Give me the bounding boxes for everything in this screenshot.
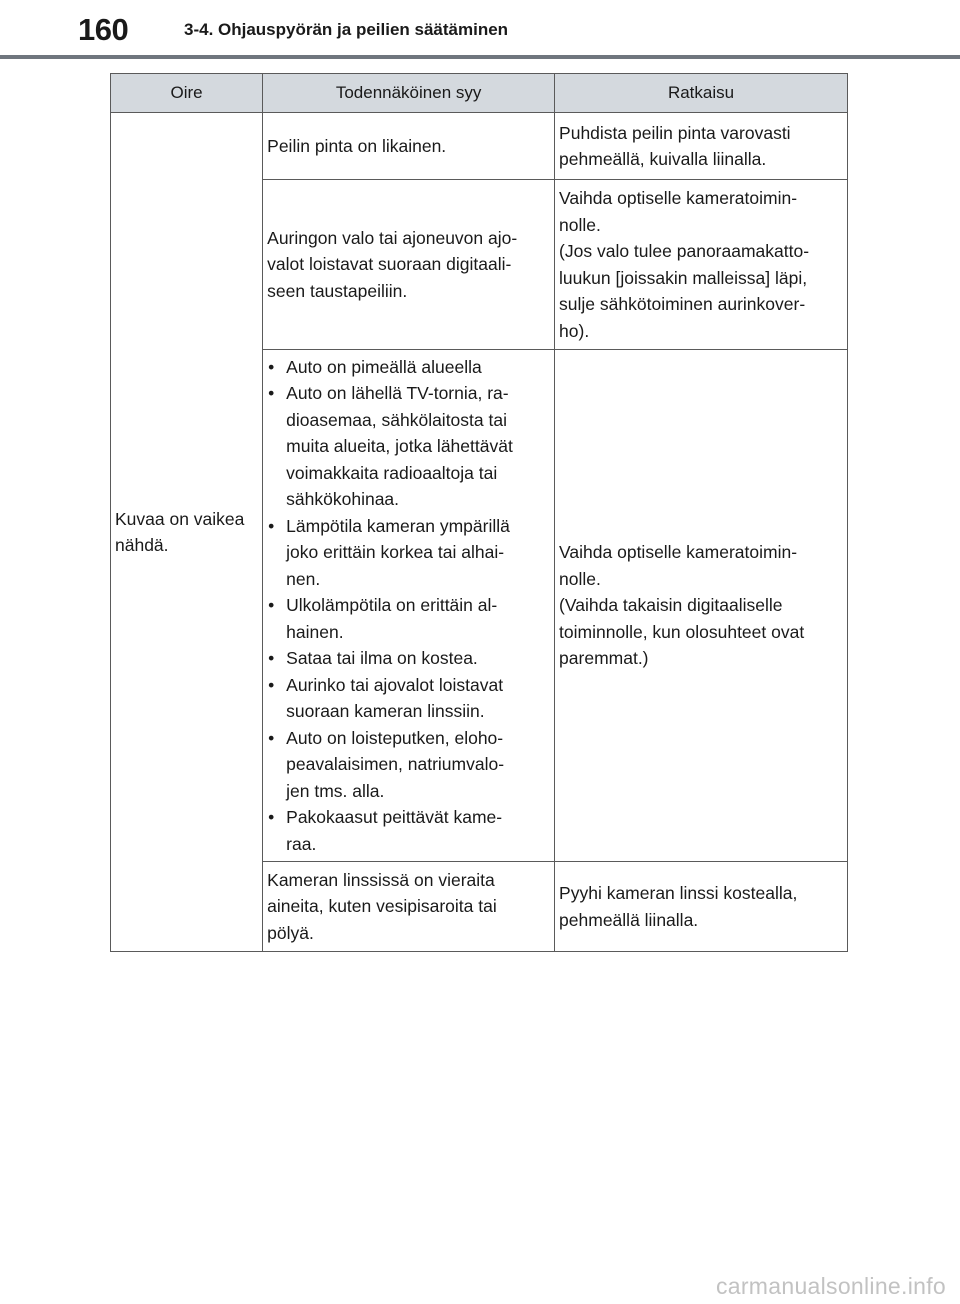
- list-item: • Auto on pimeällä alueella: [267, 354, 550, 381]
- solution-line: (Jos valo tulee panoraamakatto-: [559, 241, 810, 261]
- header-symptom: Oire: [111, 74, 263, 113]
- solution-line: Puhdista peilin pinta varovasti: [559, 122, 791, 143]
- solution-line: Pyyhi kameran linssi kostealla,: [559, 883, 798, 903]
- cause-line: seen taustapeiliin.: [267, 280, 408, 301]
- list-item: • Ulkolämpötila on erittäin al- hainen.: [267, 592, 550, 645]
- cause-cell: [263, 113, 555, 180]
- cause-line: Kameran linssissä on vieraita: [267, 869, 495, 890]
- solution-line: sulje sähkötoiminen aurinkover-: [559, 294, 806, 314]
- cause-line: valot loistavat suoraan digitaali-: [267, 254, 512, 275]
- solution-line: Vaihda optiselle kameratoimin-: [559, 542, 798, 563]
- cause-cell: [263, 180, 555, 350]
- symptom-line: Kuvaa on vaikea: [115, 508, 245, 529]
- solution-cell: [555, 113, 848, 180]
- solution-line: ho).: [559, 320, 590, 341]
- list-item: • Aurinko tai ajovalot loistavat suoraan kameran linssiin.: [267, 672, 550, 725]
- symptom-line: nähdä.: [115, 535, 169, 555]
- cause-line: Auringon valo tai ajoneuvon ajo-: [267, 227, 518, 248]
- list-item: • Auto on lähellä TV-tornia, ra- dioasemaa, sähkölaitosta tai muita alueita, jotka lähettävät voimakkaita radioaaltoja tai sähkökohinaa.: [267, 380, 550, 513]
- page-header: [0, 0, 960, 60]
- solution-line: Vaihda optiselle kameratoimin-: [559, 188, 798, 208]
- list-item: • Pakokaasut peittävät kame- raa.: [267, 804, 550, 857]
- cause-line: pölyä.: [267, 922, 314, 943]
- symptom-cell: [111, 113, 263, 952]
- solution-line: (Vaihda takaisin digitaaliselle: [559, 595, 783, 616]
- list-item: • Auto on loisteputken, eloho- peavalaisimen, natriumvalo- jen tms. alla.: [267, 725, 550, 805]
- cause-cell: [263, 350, 555, 862]
- cause-line: aineita, kuten vesipisaroita tai: [267, 896, 497, 917]
- solution-line: toiminnolle, kun olosuhteet ovat: [559, 621, 805, 642]
- solution-line: paremmat.): [559, 648, 649, 669]
- solution-cell: [555, 350, 848, 862]
- solution-cell: [555, 180, 848, 350]
- troubleshooting-table: [110, 73, 848, 952]
- header-solution: Ratkaisu: [555, 74, 848, 113]
- solution-line: nolle.: [559, 568, 601, 589]
- cause-line: Peilin pinta on likainen.: [267, 135, 447, 156]
- header-rule: [0, 55, 960, 59]
- watermark: carmanualsonline.info: [715, 1273, 946, 1299]
- header-probable-cause: Todennäköinen syy: [263, 74, 555, 113]
- list-item: • Sataa tai ilma on kostea.: [267, 645, 550, 672]
- list-item: • Lämpötila kameran ympärillä joko erittäin korkea tai alhai- nen.: [267, 513, 550, 593]
- page-number: 160: [78, 12, 129, 47]
- cause-cell: [263, 862, 555, 952]
- cause-bullet-list: [267, 354, 550, 858]
- solution-line: luukun [joissakin malleissa] läpi,: [559, 267, 808, 288]
- solution-line: pehmeällä liinalla.: [559, 909, 699, 930]
- solution-cell: [555, 862, 848, 952]
- section-title: 3-4. Ohjauspyörän ja peilien säätäminen: [184, 20, 509, 39]
- table-row: [111, 113, 848, 180]
- solution-line: nolle.: [559, 214, 601, 235]
- solution-line: pehmeällä, kuivalla liinalla.: [559, 149, 767, 169]
- table-header-row: [111, 74, 848, 113]
